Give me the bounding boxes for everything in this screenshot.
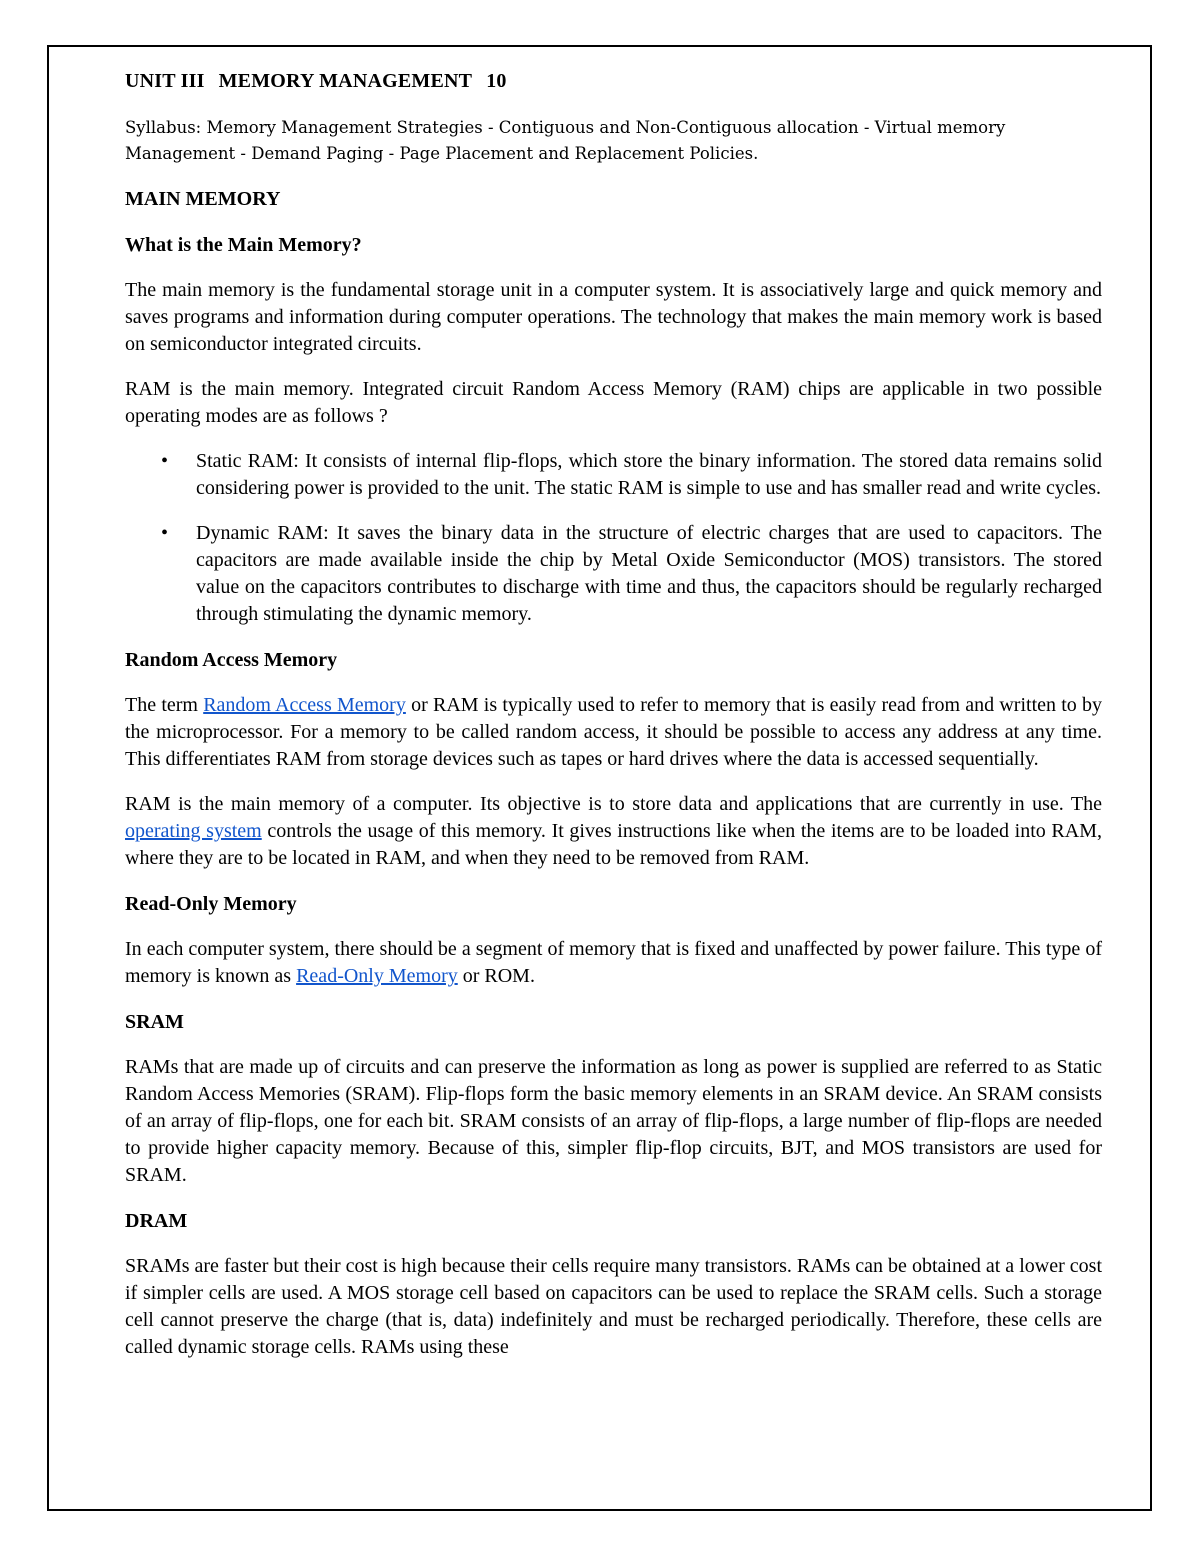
unit-hours: 10	[486, 70, 507, 92]
main-memory-para-1: The main memory is the fundamental storage unit in a computer system. It is associatively large and quick memory and saves programs and information during computer operations. The technology that makes the main memory work is based on semiconductor integrated circuits.	[125, 279, 1102, 355]
sram-para: RAMs that are made up of circuits and can preserve the information as long as power is supplied are referred to as Static Random Access Memories (SRAM). Flip-flops form the basic memory elements in an SRAM device. An SRAM consists of an array of flip-flops, one for each bit. SRAM consists of an array of flip-flops, a large number of flip-flops are needed to provide higher capacity memory. Because of this, simpler flip-flop circuits, BJT, and MOS transistors are used for SRAM.	[125, 1056, 1102, 1186]
rom-heading: Read-Only Memory	[125, 893, 297, 915]
unit-name: MEMORY MANAGEMENT	[218, 70, 473, 92]
ram-para-2-text: RAM is the main memory of a computer. Its objective is to store data and applications that are currently in use. The	[125, 793, 1102, 815]
ram-heading: Random Access Memory	[125, 649, 338, 671]
document-body	[125, 70, 1102, 1379]
bullet-icon: •	[161, 522, 169, 544]
ram-para-2-text-cont: controls the usage of this memory. It gives instructions like when the items are to be loaded into RAM, where they are to be located in RAM, and when they need to be removed from RAM.	[125, 820, 1102, 869]
rom-para-text: In each computer system, there should be a segment of memory that is fixed and unaffected by power failure. This type of memory is known as	[125, 938, 1102, 987]
dram-heading: DRAM	[125, 1210, 188, 1232]
list-item-text: Static RAM: It consists of internal flip-flops, which store the binary information. The stored data remains solid considering power is provided to the unit. The static RAM is simple to use and has smaller read and write cycles.	[196, 450, 1102, 499]
main-memory-question: What is the Main Memory?	[125, 234, 362, 256]
ram-para-1-text: The term	[125, 694, 204, 716]
unit-title	[125, 70, 1102, 93]
rom-para-text-cont: or ROM.	[457, 965, 535, 987]
ram-types-list	[125, 448, 1102, 628]
list-item	[125, 448, 1102, 502]
ram-para-1	[125, 692, 1102, 773]
rom-link[interactable]: Read-Only Memory	[296, 965, 458, 987]
ram-link[interactable]: Random Access Memory	[203, 694, 406, 716]
list-item	[125, 520, 1102, 628]
syllabus: Syllabus: Memory Management Strategies - Contiguous and Non-Contiguous allocation - Virtual memory Management - Demand Paging - Page Placement and Replacement Policies.	[125, 118, 1006, 163]
operating-system-link[interactable]: operating system	[125, 820, 262, 842]
bullet-icon: •	[161, 450, 169, 472]
main-memory-para-2: RAM is the main memory. Integrated circuit Random Access Memory (RAM) chips are applicable in two possible operating modes are as follows ?	[125, 378, 1102, 427]
list-item-text: Dynamic RAM: It saves the binary data in the structure of electric charges that are used to capacitors. The capacitors are made available inside the chip by Metal Oxide Semiconductor (MOS) transistors. The stored value on the capacitors contributes to discharge with time and thus, the capacitors should be regularly recharged through stimulating the dynamic memory.	[196, 522, 1102, 625]
ram-para-1-text-cont: or RAM is typically used to refer to memory that is easily read from and written to by the microprocessor. For a memory to be called random access, it should be possible to access any address at any time. This differentiates RAM from storage devices such as tapes or hard drives where the data is accessed sequentially.	[125, 694, 1103, 770]
dram-para: SRAMs are faster but their cost is high because their cells require many transistors. RAMs can be obtained at a lower cost if simpler cells are used. A MOS storage cell based on capacitors can be used to replace the SRAM cells. Such a storage cell cannot preserve the charge (that is, data) indefinitely and must be recharged periodically. Therefore, these cells are called dynamic storage cells. RAMs using these	[125, 1255, 1102, 1358]
main-memory-heading: MAIN MEMORY	[125, 188, 281, 210]
unit-number: UNIT III	[125, 70, 205, 92]
sram-heading: SRAM	[125, 1011, 184, 1033]
ram-para-2	[125, 791, 1102, 872]
rom-para	[125, 936, 1102, 990]
